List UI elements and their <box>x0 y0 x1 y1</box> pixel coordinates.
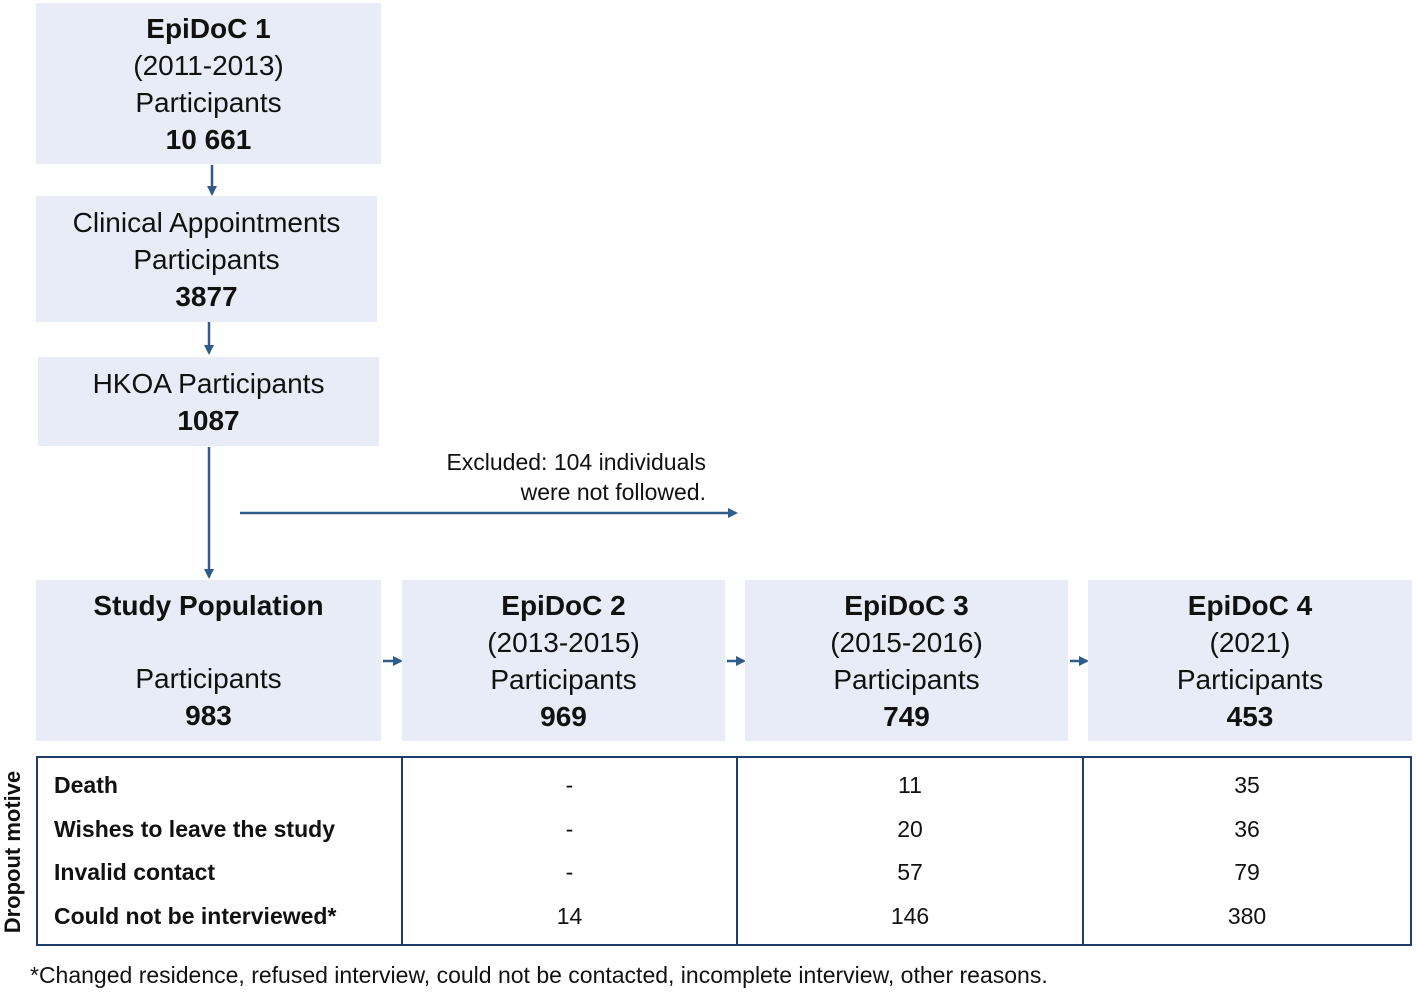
dropout-reason-not-interviewed: Could not be interviewed* <box>54 902 337 929</box>
box-epidoc4-title: EpiDoC 4 <box>1187 589 1313 621</box>
box-epidoc3-title: EpiDoC 3 <box>844 589 969 621</box>
box-study-title: Study Population <box>93 590 324 621</box>
dropout-reason-leave: Wishes to leave the study <box>54 815 335 842</box>
box-epidoc4-years: (2021) <box>1209 626 1291 658</box>
box-clinical-count: 3877 <box>175 280 238 312</box>
box-epidoc3-count: 749 <box>883 700 930 732</box>
box-clinical <box>36 196 377 322</box>
box-epidoc2-years: (2013-2015) <box>487 626 640 658</box>
dropout-epidoc3-leave: 20 <box>897 815 923 842</box>
box-epidoc4-label: Participants <box>1176 663 1324 695</box>
box-epidoc4-count: 453 <box>1226 700 1274 732</box>
box-epidoc3 <box>745 580 1068 741</box>
dropout-reasons-column <box>38 758 401 944</box>
dropout-epidoc3-not-interviewed: 146 <box>890 902 930 929</box>
excluded-line2: were not followed. <box>520 479 706 505</box>
box-epidoc2 <box>402 580 725 741</box>
dropout-epidoc2-not-interviewed: 14 <box>556 902 583 929</box>
box-hkoa <box>38 357 379 446</box>
dropout-epidoc2-invalid-contact: - <box>565 859 574 886</box>
dropout-axis-label: Dropout motive <box>0 770 25 934</box>
box-epidoc1-title: EpiDoC 1 <box>146 12 271 44</box>
box-epidoc4 <box>1088 580 1412 741</box>
dropout-epidoc4-death: 35 <box>1234 772 1260 799</box>
box-hkoa-count: 1087 <box>177 404 240 436</box>
dropout-epidoc3-column <box>736 758 1082 944</box>
excluded-line1: Excluded: 104 individuals <box>446 449 706 475</box>
box-epidoc3-label: Participants <box>833 663 980 695</box>
dropout-epidoc2-death: - <box>565 772 574 799</box>
box-study-count: 983 <box>185 700 232 731</box>
dropout-epidoc4-not-interviewed: 380 <box>1227 902 1267 929</box>
box-hkoa-label: HKOA Participants <box>92 367 325 399</box>
box-epidoc2-label: Participants <box>490 663 637 695</box>
footnote: *Changed residence, refused interview, could not be contacted, incomplete interview, other reasons. <box>30 962 1048 988</box>
box-epidoc3-years: (2015-2016) <box>830 626 983 658</box>
dropout-epidoc3-death: 11 <box>898 772 922 799</box>
dropout-table <box>36 756 1412 946</box>
excluded-note <box>400 447 706 507</box>
box-epidoc2-title: EpiDoC 2 <box>501 589 626 621</box>
box-study-population <box>36 580 381 741</box>
box-clinical-label: Participants <box>133 243 280 275</box>
dropout-epidoc4-invalid-contact: 79 <box>1234 859 1260 886</box>
box-clinical-title: Clinical Appointments <box>72 206 341 238</box>
dropout-reason-invalid-contact: Invalid contact <box>54 859 216 886</box>
dropout-epidoc4-column <box>1082 758 1410 944</box>
box-epidoc1 <box>36 3 381 164</box>
dropout-epidoc2-leave: - <box>565 815 574 842</box>
box-epidoc1-count: 10 661 <box>165 123 252 155</box>
dropout-reason-death: Death <box>54 772 118 799</box>
box-epidoc2-count: 969 <box>540 700 587 732</box>
box-study-label: Participants <box>135 663 282 694</box>
dropout-epidoc2-column <box>401 758 736 944</box>
dropout-epidoc4-leave: 36 <box>1234 815 1260 842</box>
dropout-epidoc3-invalid-contact: 57 <box>897 859 923 886</box>
box-epidoc1-label: Participants <box>135 86 282 118</box>
box-epidoc1-years: (2011-2013) <box>133 49 284 81</box>
